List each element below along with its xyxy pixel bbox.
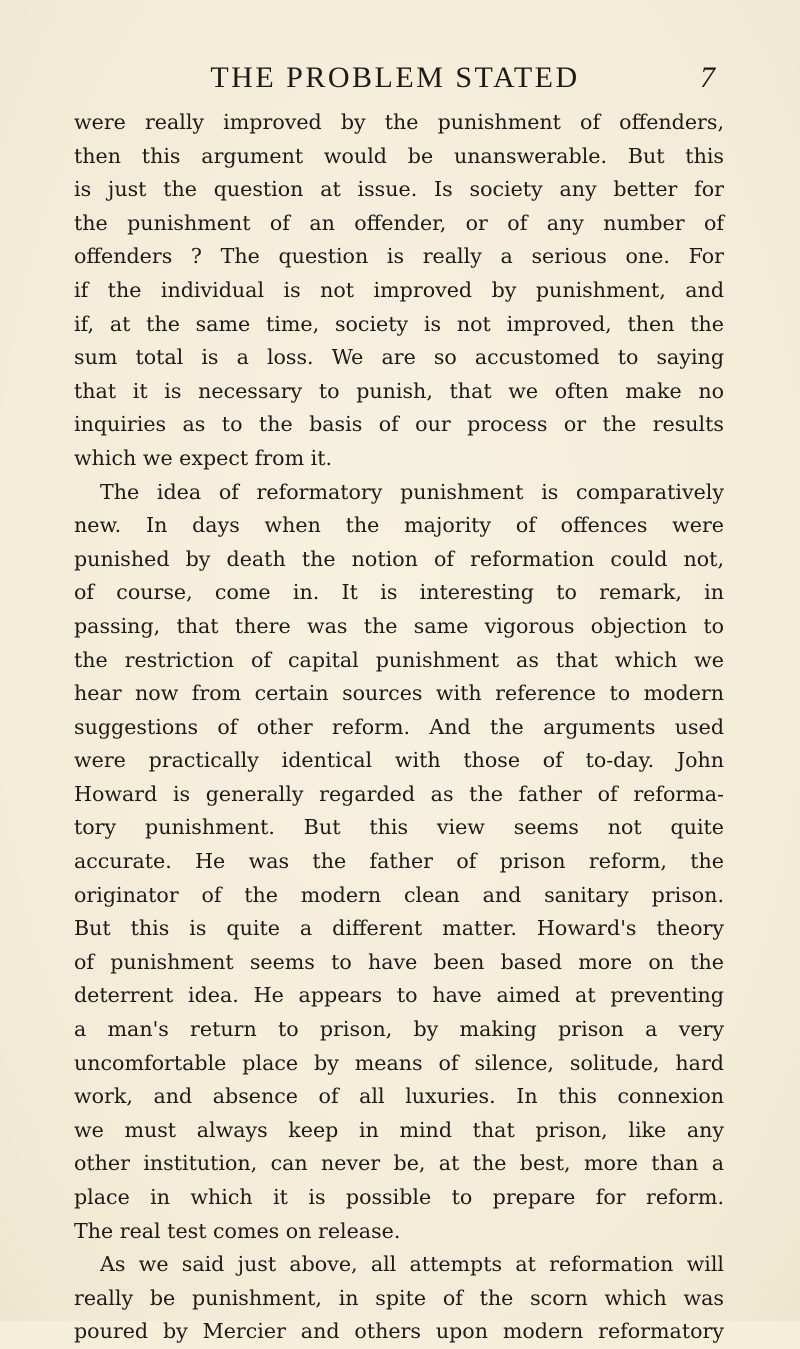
text-line: we must always keep in mind that prison, like any bbox=[74, 1117, 724, 1142]
text-line: new. In days when the majority of offences were bbox=[74, 513, 724, 538]
text-line: inquiries as to the basis of our process or the results bbox=[74, 412, 724, 437]
text-line: the restriction of capital punishment as that which we bbox=[74, 647, 724, 672]
text-line: sum total is a loss. We are so accustomed to saying bbox=[74, 345, 724, 370]
text-line: Howard is generally regarded as the father of reforma- bbox=[74, 781, 724, 806]
text-line: As we said just above, all attempts at reformation will bbox=[100, 1252, 724, 1277]
text-line: of course, come in. It is interesting to remark, in bbox=[74, 580, 724, 605]
text-line: the punishment of an offender, or of any number of bbox=[74, 210, 724, 235]
text-line: hear now from certain sources with reference to modern bbox=[74, 681, 724, 706]
text-line: originator of the modern clean and sanitary prison. bbox=[74, 882, 724, 907]
text-line: offenders ? The question is really a serious one. For bbox=[74, 244, 724, 269]
text-line: which we expect from it. bbox=[74, 445, 333, 470]
text-line: The idea of reformatory punishment is comparatively bbox=[100, 479, 724, 504]
running-head: THE PROBLEM STATED bbox=[210, 61, 580, 94]
text-line: of punishment seems to have been based more on the bbox=[74, 949, 724, 974]
text-line: other institution, can never be, at the best, more than a bbox=[74, 1151, 724, 1176]
text-line: then this argument would be unanswerable. But this bbox=[74, 143, 724, 168]
text-line: place in which it is possible to prepare for reform. bbox=[74, 1185, 724, 1209]
text-line: work, and absence of all luxuries. In this connexion bbox=[74, 1084, 724, 1109]
text-line: if, at the same time, society is not improved, then the bbox=[74, 311, 724, 336]
text-line: were really improved by the punishment of offenders, bbox=[74, 110, 724, 134]
page-number: 7 bbox=[700, 61, 715, 94]
text-line: deterrent idea. He appears to have aimed at preventing bbox=[74, 983, 724, 1008]
text-line: a man's return to prison, by making prison a very bbox=[74, 1017, 724, 1042]
text-line: really be punishment, in spite of the scorn which was bbox=[74, 1285, 724, 1310]
body-text bbox=[74, 106, 724, 1349]
text-line: suggestions of other reform. And the arguments used bbox=[74, 714, 724, 739]
text-line: is just the question at issue. Is society any better for bbox=[74, 177, 724, 202]
text-line: passing, that there was the same vigorous objection to bbox=[74, 613, 724, 638]
text-line: were practically identical with those of to-day. John bbox=[74, 748, 724, 773]
text-line: uncomfortable place by means of silence, solitude, hard bbox=[74, 1050, 724, 1075]
text-line: tory punishment. But this view seems not quite bbox=[74, 815, 724, 840]
text-line: accurate. He was the father of prison reform, the bbox=[74, 849, 724, 874]
text-line: if the individual is not improved by punishment, and bbox=[74, 277, 724, 302]
text-line: But this is quite a different matter. Howard's theory bbox=[74, 916, 724, 941]
text-line: punished by death the notion of reformation could not, bbox=[74, 546, 724, 571]
text-line: that it is necessary to punish, that we often make no bbox=[74, 378, 724, 403]
text-line: The real test comes on release. bbox=[74, 1218, 401, 1243]
text-line: poured by Mercier and others upon modern reformatory bbox=[74, 1319, 724, 1344]
page-header bbox=[75, 60, 715, 100]
